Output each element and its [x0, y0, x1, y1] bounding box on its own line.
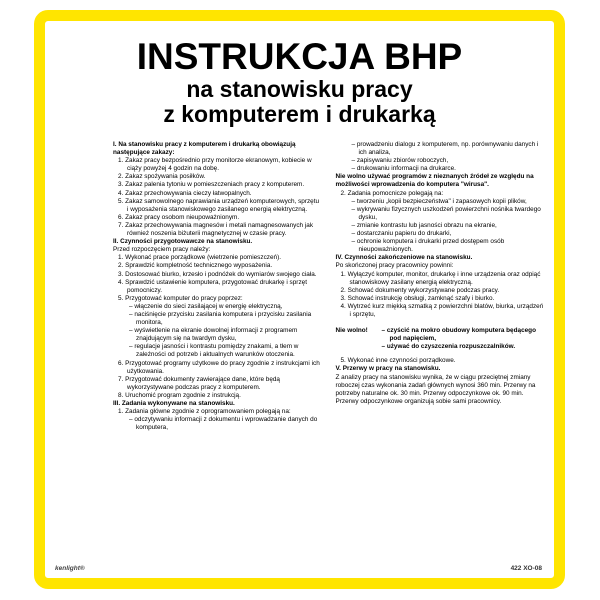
warning-items: [382, 327, 545, 351]
instruction-item: 6. Zakaz pracy osobom nieupoważnionym.: [118, 213, 240, 221]
instruction-item: 1. Zakaz pracy bezpośrednio przy monitorze ekranowym, kobiecie w ciąży powyżej 4 godzin na dobę.: [118, 157, 312, 173]
sub-item: – wykrywaniu fizycznych uszkodzeń powierzchni nośnika twardego dysku,: [351, 205, 541, 221]
brand-logo: kenlight®: [55, 565, 85, 572]
instruction-item: 2. Schować dokumenty wykorzystywane podczas pracy.: [340, 286, 500, 294]
bhp-sign: [34, 10, 565, 589]
right-column-top: [336, 141, 545, 319]
section-heading: III. Zadania wykonywane na stanowisku.: [113, 400, 235, 407]
sub-item: – zmianie kontrastu lub jasności obrazu na ekranie,: [351, 221, 497, 229]
section-heading: V. Przerwy w pracy na stanowisku.: [335, 365, 441, 373]
instruction-item: 5. Wykonać inne czynności porządkowe.: [340, 357, 456, 365]
sub-item: – prowadzeniu dialogu z komputerem, np. porównywaniu danych i ich analiza,: [351, 141, 539, 157]
instruction-item: 2. Zadania pomocnicze polegają na:: [340, 189, 444, 197]
instruction-item: 5. Przygotować komputer do pracy poprzez:: [118, 294, 243, 302]
sub-item: – włączenie do sieci zasilającej w energię elektryczną,: [129, 302, 283, 310]
instruction-item: 3. Schować instrukcję obsługi, zamknąć szafy i biurko.: [340, 294, 495, 302]
warning-block: [336, 327, 545, 351]
section-heading: I. Na stanowisku pracy z komputerem i drukarką obowiązują następujące zakazy:: [113, 141, 296, 157]
sub-item: – ochronie komputera i drukarki przed dostępem osób nieupoważnionych.: [351, 238, 505, 254]
sub-item: – odczytywaniu informacji z dokumentu i wprowadzanie danych do komputera,: [129, 416, 318, 432]
sign-subtitle-line2: z komputerem i drukarką: [163, 101, 436, 127]
left-column: [113, 141, 322, 432]
section-heading: IV. Czynności zakończeniowe na stanowisku.: [335, 254, 473, 262]
instruction-item: 7. Zakaz przechowywania magnesów i metali namagnesowanych jak również noszenia biżuterii magnetycznej w czasie pracy.: [118, 221, 314, 238]
instruction-item: Przed rozpoczęciem pracy należy:: [113, 246, 211, 254]
instruction-item: 6. Przygotować programy użytkowe do pracy zgodnie z instrukcjami ich użytkowania.: [118, 359, 320, 375]
sub-item: – dostarczaniu papieru do drukarki,: [351, 230, 452, 238]
warning-item: – czyścić na mokro obudowy komputera będącego pod napięciem,: [381, 327, 536, 343]
sub-item: – tworzeniu „kopii bezpieczeństwa" i zapasowych kopii plików,: [351, 197, 527, 205]
instruction-item: 2. Zakaz spożywania posiłków.: [118, 173, 206, 181]
instruction-item: 3. Dostosować biurko, krzesło i podnóżek do wymiarów swojego ciała.: [118, 270, 317, 278]
sign-subtitle-line1: na stanowisku pracy: [186, 76, 413, 102]
instruction-columns: [113, 141, 544, 432]
sign-title: INSTRUKCJA BHP: [136, 36, 463, 77]
sub-item: – drukowaniu informacji na drukarce.: [351, 165, 456, 173]
sub-item: – regulacje jasności i kontrastu pomiędzy znakami, a tłem w zależności od potrzeb i aktualnych warunków otoczenia.: [129, 343, 299, 359]
instruction-item: 1. Wykonać prace porządkowe (wietrzenie pomieszczeń).: [118, 254, 281, 262]
sub-item: – wyświetlenie na ekranie dowolnej informacji z programem znajdującym się na twardym dysku,: [129, 327, 298, 343]
right-column: [336, 141, 545, 432]
warning-item: – używać do czyszczenia rozpuszczalników.: [381, 343, 516, 351]
instruction-item: 4. Wytrzeć kurz miękką szmatką z powierzchni blatów, biurka, urządzeń i sprzętu,: [340, 302, 544, 318]
instruction-item: 8. Uruchomić program zgodnie z instrukcją.: [118, 391, 241, 399]
right-column-bottom: [336, 357, 545, 406]
warning-label: Nie wolno!: [335, 327, 368, 335]
instruction-item: 5. Zakaz samowolnego naprawiania urządzeń komputerowych, sprzętu i wyposażenia stanowiskowego zasilanego energią elektryczną.: [118, 197, 320, 213]
instruction-item: Po skończonej pracy pracownicy powinni:: [335, 262, 454, 270]
instruction-item: 1. Wyłączyć komputer, monitor, drukarkę i inne urządzenia oraz odpiąć stanowiskowy zasilany energią elektryczną.: [340, 270, 541, 286]
sign-content: [45, 21, 554, 578]
sub-item: – naciśnięcie przycisku zasilania komputera i przycisku zasilania monitora,: [129, 310, 312, 327]
instruction-item: 3. Zakaz palenia tytoniu w pomieszczeniach pracy z komputerem.: [118, 181, 305, 189]
warning-note: Nie wolno używać programów z nieznanych źródeł ze względu na możliwości wprowadzenia do komputera "wirusa".: [335, 173, 534, 189]
instruction-item: 4. Zakaz przechowywania cieczy łatwopalnych.: [118, 189, 252, 197]
sign-footer: [55, 565, 542, 572]
instruction-item: 1. Zadania główne zgodnie z oprogramowaniem polegają na:: [118, 408, 291, 416]
instruction-item: 2. Sprawdzić kompletność technicznego wyposażenia.: [118, 262, 273, 270]
section-heading: II. Czynności przygotowawcze na stanowisku.: [113, 238, 253, 246]
sub-item: – zapisywaniu zbiorów roboczych,: [351, 157, 449, 165]
instruction-item: 4. Sprawdzić ustawienie komputera, przygotować drukarkę i sprzęt pomocniczy.: [118, 278, 307, 294]
product-code: 422 XO-08: [510, 565, 542, 572]
instruction-item: Z analizy pracy na stanowisku wynika, że w ciągu przeciętnej zmiany roboczej czas wykonania zadań głównych wynosi 360 min. Przerwy na potrzeby naturalne ok. 30 min. Przerwy odpoczynkowe ok. 90 min. Przerwy odpoczynkowe organizują sobie sami pracownicy.: [335, 373, 536, 405]
instruction-item: 7. Przygotować dokumenty zawierające dane, które będą wykorzystywane podczas pracy z komputerem.: [118, 375, 280, 391]
